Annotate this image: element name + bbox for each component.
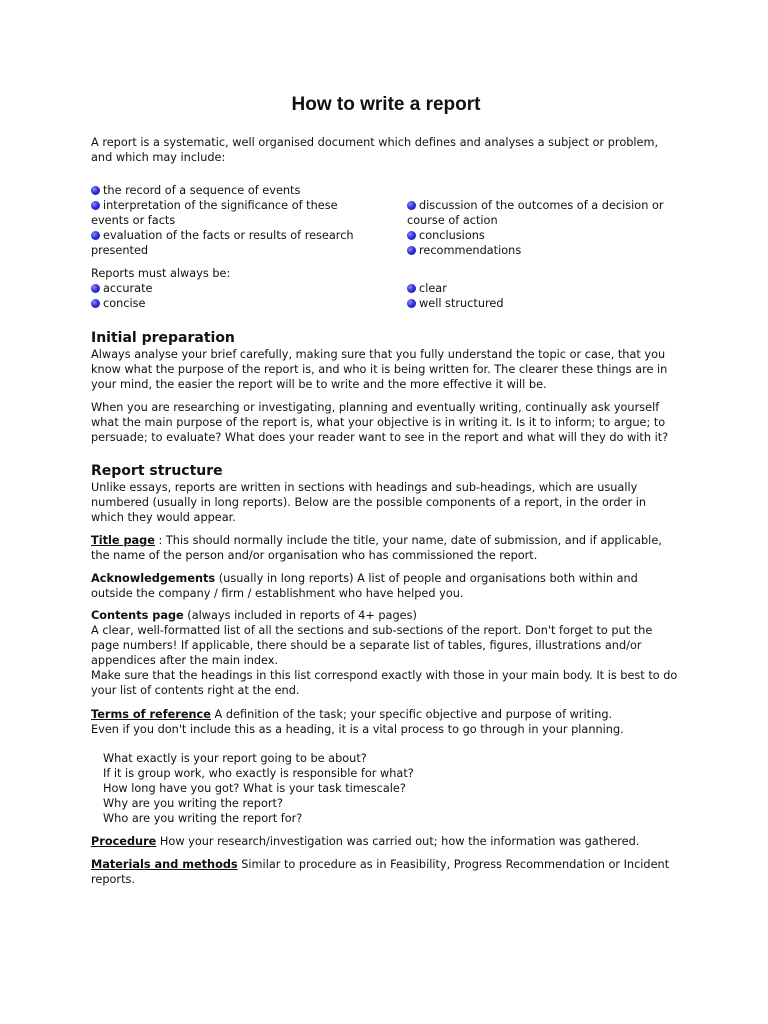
list-item: Why are you writing the report?: [103, 797, 283, 810]
list-item: If it is group work, who exactly is responsible for what?: [103, 767, 414, 780]
procedure-paragraph: Procedure How your research/investigation was carried out; how the information was gathered.: [91, 835, 640, 848]
acknowledgements-term: Acknowledgements: [91, 572, 216, 585]
must-list-left: [91, 281, 366, 311]
title-page-term: Title page: [91, 534, 155, 547]
section-heading-report-structure: Report structure: [91, 463, 223, 479]
list-item: How long have you got? What is your task timescale?: [103, 782, 406, 795]
questions-list: [91, 751, 693, 826]
list-item: concise: [91, 296, 366, 311]
terms-of-reference-block: Terms of reference A definition of the task; your specific objective and purpose of writing. Even if you don't include this as a heading, it is a vital process to go through in your planning.: [91, 707, 681, 737]
materials-and-methods-term: Materials and methods: [91, 858, 238, 871]
list-item: well structured: [407, 296, 681, 311]
acknowledgements-paragraph: Acknowledgements (usually in long reports) A list of people and organisations both within and outside the company / firm / establishment who have helped you.: [91, 572, 638, 600]
must-list-right: [407, 281, 681, 311]
section-heading-initial-preparation: Initial preparation: [91, 330, 235, 346]
bullet-icon: [407, 201, 416, 210]
bullet-icon: [407, 231, 416, 240]
bullet-icon: [91, 231, 100, 240]
contents-paragraph-3: Make sure that the headings in this list correspond exactly with those in your main body. It is best to do your list of contents right at the end.: [91, 669, 678, 697]
page-title: How to write a report: [291, 94, 481, 115]
procedure-term: Procedure: [91, 835, 157, 848]
list-item: evaluation of the facts or results of research presented: [91, 229, 354, 257]
include-list-left: [91, 183, 366, 258]
bullet-icon: [407, 299, 416, 308]
initial-paragraph-2: When you are researching or investigating, planning and eventually writing, continually ask yourself what the main purpose of the report is, what your objective is in writing it. Is it to inform; to argue; to persuade; to evaluate? What does your reader want to see in the report and what will they do with it?: [91, 401, 669, 444]
terms-of-reference-term: Terms of reference: [91, 708, 211, 721]
list-item: recommendations: [407, 243, 681, 258]
list-item: the record of a sequence of events: [91, 183, 366, 198]
contents-page-term: Contents page: [91, 609, 184, 622]
must-intro: Reports must always be:: [91, 267, 231, 280]
bullet-icon: [91, 186, 100, 195]
materials-paragraph: Materials and methods Similar to procedure as in Feasibility, Progress Recommendation or Incident reports.: [91, 858, 670, 886]
include-list-right: [407, 198, 681, 258]
intro-paragraph: A report is a systematic, well organised document which defines and analyses a subject or problem, and which may include:: [91, 136, 659, 164]
list-item: What exactly is your report going to be about?: [103, 752, 367, 765]
terms-of-reference-paragraph-2: Even if you don't include this as a heading, it is a vital process to go through in your planning.: [91, 723, 624, 736]
title-page-paragraph: Title page : This should normally include the title, your name, date of submission, and if applicable, the name of the person and/or organisation who has commissioned the report.: [91, 534, 662, 562]
list-item: accurate: [91, 281, 366, 296]
list-item: interpretation of the significance of these events or facts: [91, 199, 338, 227]
contents-page-block: Contents page (always included in reports of 4+ pages) A clear, well-formatted list of all the sections and sub-sections of the report. Don't forget to put the page numbers! If applicable, there should be a separate list of tables, figures, illustrations and/or appendices after the main index. Make sure that the headings in this list correspond exactly with those in your main body. It is best to do your list of contents right at the end.: [91, 608, 681, 698]
list-item: clear: [407, 281, 681, 296]
contents-paragraph-2: A clear, well-formatted list of all the sections and sub-sections of the report. Don't forget to put the page numbers! If applicable, there should be a separate list of tables, figures, illustrations and/or appendices after the main index.: [91, 624, 653, 667]
list-item: Who are you writing the report for?: [103, 812, 303, 825]
bullet-icon: [91, 201, 100, 210]
structure-paragraph: Unlike essays, reports are written in sections with headings and sub-headings, which are usually numbered (usually in long reports). Below are the possible components of a report, in the order in which they would appear.: [91, 481, 646, 524]
bullet-icon: [407, 246, 416, 255]
initial-paragraph-1: Always analyse your brief carefully, making sure that you fully understand the topic or case, that you know what the purpose of the report is, and who it is being written for. The clearer these things are in your mind, the easier the report will be to write and the more effective it will be.: [91, 348, 668, 391]
bullet-icon: [407, 284, 416, 293]
bullet-icon: [91, 299, 100, 308]
bullet-icon: [91, 284, 100, 293]
list-item: discussion of the outcomes of a decision or course of action: [407, 199, 664, 227]
list-item: conclusions: [407, 228, 681, 243]
